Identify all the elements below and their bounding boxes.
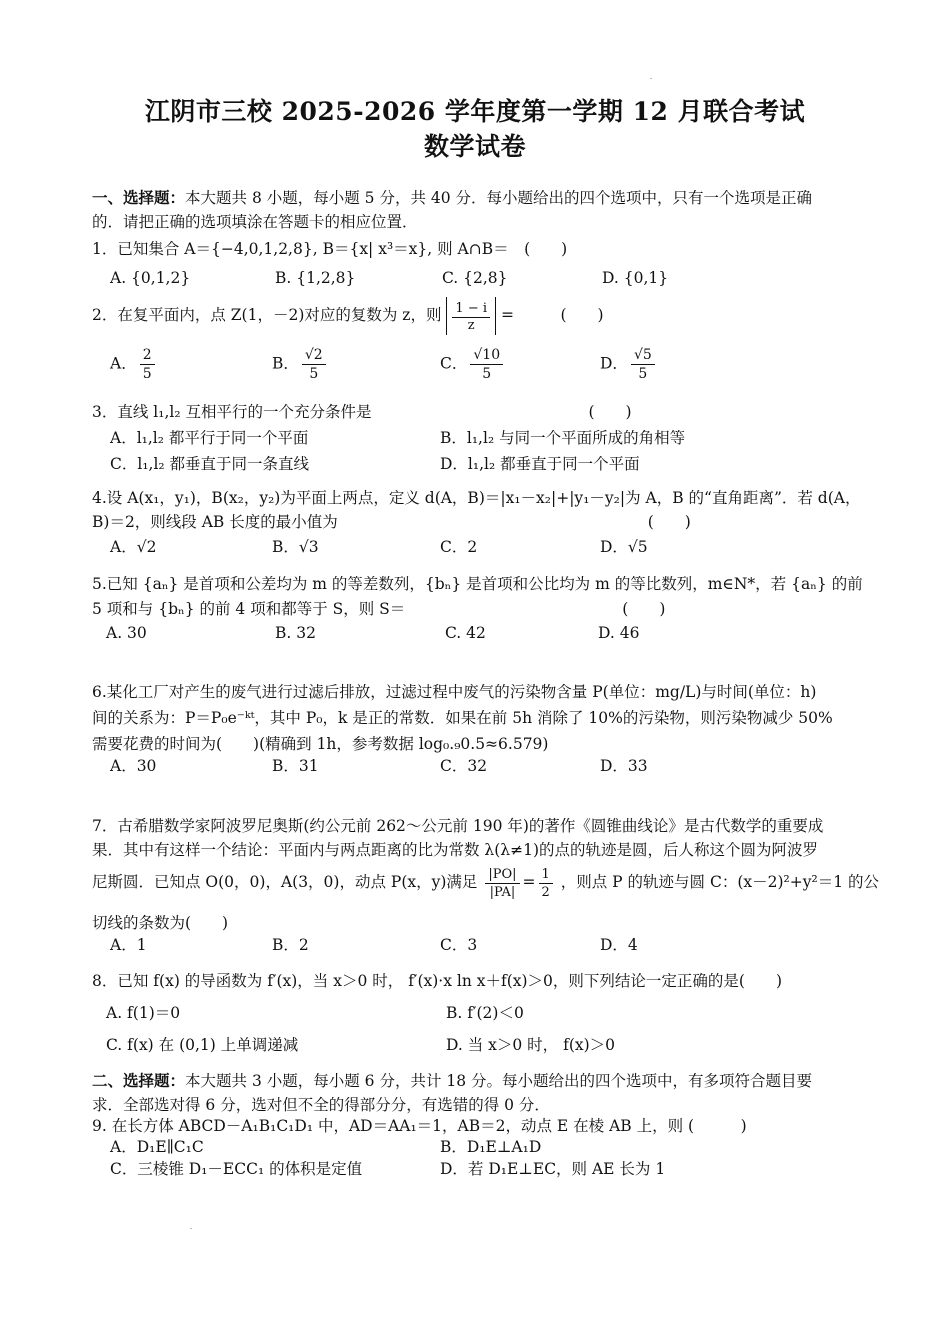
q7-frac2-num: 1 (539, 866, 553, 884)
q7-option-a: A．1 (110, 936, 147, 954)
q3-option-a: A．l₁,l₂ 都平行于同一个平面 (110, 429, 309, 447)
q4-option-c: C．2 (440, 538, 478, 556)
q6-stem-1: 6.某化工厂对产生的废气进行过滤后排放，过滤过程中废气的污染物含量 P(单位：mg/L)与时间(单位：h) (92, 683, 817, 701)
q2-option-a (110, 346, 158, 383)
q4-option-a: A．√2 (110, 538, 157, 556)
q2-frac-den: z (467, 317, 475, 333)
q6-stem-2: 间的关系为：P＝P₀e⁻ᵏᵗ，其中 P₀，k 是正的常数．如果在前 5h 消除了 10%的污染物，则污染物减少 50% (92, 709, 833, 727)
q5-option-b: B. 32 (275, 624, 316, 642)
q2-stem-text: 2．在复平面内，点 Z(1，－2)对应的复数为 z，则 (92, 306, 442, 324)
q5-option-a: A. 30 (106, 624, 147, 642)
q2-option-d (600, 346, 658, 383)
q7-stem-4: 切线的条数为( ) (92, 914, 229, 932)
q7-option-b: B．2 (272, 936, 309, 954)
section2-text-2: 求．全部选对得 6 分，选对但不全的得部分分，有选错的得 0 分． (92, 1096, 550, 1114)
section2-heading: 二、选择题： (92, 1071, 186, 1090)
q7-stem-3 (92, 862, 879, 902)
section2-intro (92, 1071, 812, 1091)
scan-speck-2 (190, 1228, 192, 1229)
q8-option-d: D. 当 x＞0 时， f(x)＞0 (446, 1036, 616, 1054)
q8-option-c: C. f(x) 在 (0,1) 上单调递减 (106, 1036, 299, 1054)
q5-stem-1: 5.已知 {aₙ} 是首项和公差均为 m 的等差数列，{bₙ} 是首项和公比均为 m 的等比数列，m∈N*，若 {aₙ} 的前 (92, 575, 863, 593)
q6-option-b: B．31 (272, 757, 319, 775)
q1-option-a: A. {0,1,2} (110, 269, 191, 287)
q2-c-num: √10 (470, 346, 503, 365)
q6-option-d: D．33 (600, 757, 648, 775)
q6-stem-3: 需要花费的时间为( )(精确到 1h，参考数据 log₀.₉0.5≈6.579) (92, 735, 549, 753)
section1-text-2: 的．请把正确的选项填涂在答题卡的相应位置． (92, 213, 418, 231)
q9-stem: 9. 在长方体 ABCD－A₁B₁C₁D₁ 中，AD＝AA₁＝1，AB＝2，动点 E 在棱 AB 上，则 ( ) (92, 1117, 747, 1135)
q4-option-b: B．√3 (272, 538, 319, 556)
q1-option-b: B. {1,2,8} (275, 269, 356, 287)
q2-c-label: C． (440, 354, 468, 373)
q2-a-den: 5 (142, 366, 152, 382)
q3-option-b: B．l₁,l₂ 与同一个平面所成的角相等 (440, 429, 686, 447)
section1-heading: 一、选择题： (92, 188, 186, 207)
q4-option-d: D．√5 (600, 538, 648, 556)
q6-option-a: A．30 (110, 757, 157, 775)
q7-option-d: D．4 (600, 936, 638, 954)
exam-subtitle: 数学试卷 (423, 132, 526, 161)
q3-option-d: D．l₁,l₂ 都垂直于同一个平面 (440, 455, 640, 473)
q2-b-label: B． (272, 354, 299, 373)
scan-speck (650, 78, 652, 79)
q2-option-c (440, 346, 506, 383)
q7-stem-3-post: ，则点 P 的轨迹与圆 C：(x－2)²+y²＝1 的公 (560, 873, 879, 891)
q1-option-c: C. {2,8} (442, 269, 508, 287)
q7-option-c: C．3 (440, 936, 478, 954)
q7-stem-1: 7．古希腊数学家阿波罗尼奥斯(约公元前 262～公元前 190 年)的著作《圆锥曲线论》是古代数学的重要成 (92, 817, 824, 835)
q5-option-c: C. 42 (445, 624, 486, 642)
q8-option-a: A. f(1)＝0 (106, 1004, 181, 1022)
q2-a-label: A． (110, 354, 137, 373)
q9-option-b: B．D₁E⊥A₁D (440, 1138, 542, 1156)
q2-b-den: 5 (309, 366, 319, 382)
section1-intro (92, 188, 812, 208)
q1-stem: 1．已知集合 A＝{−4,0,1,2,8}, B＝{x| x³＝x}, 则 A∩B＝ ( ) (92, 240, 568, 258)
q9-option-c: C．三棱锥 D₁－ECC₁ 的体积是定值 (110, 1160, 363, 1178)
q3-stem: 3．直线 l₁,l₂ 互相平行的一个充分条件是 ( ) (92, 403, 632, 421)
q3-option-c: C．l₁,l₂ 都垂直于同一条直线 (110, 455, 310, 473)
q8-option-b: B. f′(2)＜0 (446, 1004, 524, 1022)
q9-option-a: A．D₁E∥C₁C (110, 1138, 204, 1156)
q1-option-d: D. {0,1} (602, 269, 669, 287)
q2-stem (92, 296, 604, 335)
q9-option-d: D．若 D₁E⊥EC，则 AE 长为 1 (440, 1160, 666, 1178)
q6-option-c: C．32 (440, 757, 488, 775)
exam-title: 江阴市三校 2025-2026 学年度第一学期 12 月联合考试 (144, 97, 806, 126)
q7-stem-3-pre: 尼斯圆．已知点 O(0，0)，A(3，0)，动点 P(x，y)满足 (92, 873, 478, 891)
q2-abs-fraction (446, 297, 496, 335)
q2-d-num: √5 (631, 346, 655, 365)
q8-stem: 8．已知 f(x) 的导函数为 f′(x)，当 x＞0 时， f′(x)·x ln x＋f(x)＞0，则下列结论一定正确的是( ) (92, 972, 783, 990)
q7-stem-2: 果．其中有这样一个结论：平面内与两点距离的比为常数 λ(λ≠1)的点的轨迹是圆，后人称这个圆为阿波罗 (92, 841, 819, 859)
q2-option-b (272, 346, 329, 383)
q5-option-d: D. 46 (598, 624, 640, 642)
q7-frac2-den: 2 (541, 884, 550, 900)
q2-frac-num: 1 − i (452, 301, 490, 318)
q7-frac-num: |PO| (485, 866, 519, 884)
q4-stem-2: B)＝2，则线段 AB 长度的最小值为 ( ) (92, 513, 691, 531)
q2-d-den: 5 (638, 366, 648, 382)
q2-c-den: 5 (482, 366, 492, 382)
section2-text: 本大题共 3 小题，每小题 6 分，共计 18 分。每小题给出的四个选项中，有多项符合题目要 (185, 1072, 813, 1090)
q4-stem-1: 4.设 A(x₁，y₁)，B(x₂，y₂)为平面上两点，定义 d(A，B)＝|x₁－x₂|+|y₁－y₂|为 A，B 的“直角距离”．若 d(A， (92, 489, 861, 507)
q7-equals: = (522, 873, 536, 891)
q7-frac-den: |PA| (489, 884, 516, 900)
q2-b-num: √2 (302, 346, 326, 365)
q2-stem-end: = ( ) (500, 306, 604, 324)
q5-stem-2: 5 项和与 {bₙ} 的前 4 项和都等于 S，则 S＝ ( ) (92, 600, 666, 618)
section1-text: 本大题共 8 小题，每小题 5 分，共 40 分．每小题给出的四个选项中，只有一个选项是正确 (185, 189, 813, 207)
q2-d-label: D． (600, 354, 628, 373)
q2-a-num: 2 (140, 346, 155, 365)
